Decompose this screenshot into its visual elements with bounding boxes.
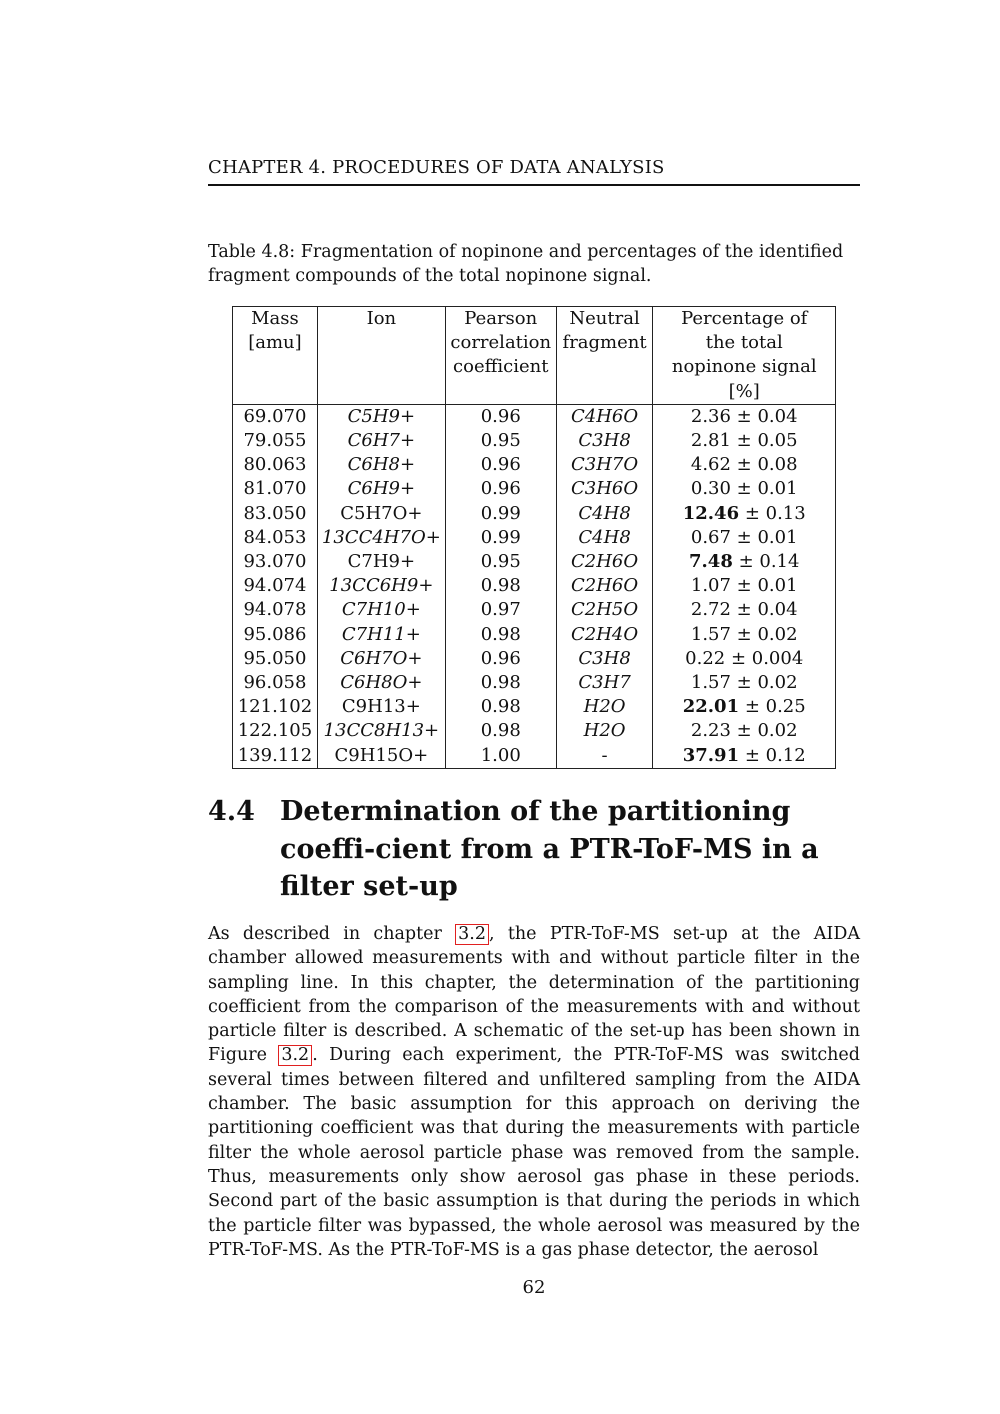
section-number: 4.4 <box>208 796 255 827</box>
percent-uncertainty: ± 0.01 <box>730 478 798 500</box>
body-text-part-2: , the PTR-ToF-MS set-up at the AIDA chamber allowed measurements with and without particle filter in the sampling line. In this chapter, the determination of the partitioning coefficient from the comparison of the measurements with and without particle filter is described. A schematic of the set-up has been shown in Figure <box>208 924 861 1066</box>
table-row <box>233 695 836 719</box>
cell-neutral: C4H8 <box>556 526 653 550</box>
cell-ion: C7H11+ <box>317 623 445 647</box>
cell-ion: C6H7O+ <box>317 647 445 671</box>
cell-pearson: 0.95 <box>445 429 556 453</box>
cell-neutral: C2H6O <box>556 550 653 574</box>
table-row <box>233 550 836 574</box>
cell-pearson: 0.96 <box>445 647 556 671</box>
fragmentation-table <box>232 306 836 769</box>
cell-neutral: C3H8 <box>556 429 653 453</box>
cell-percent <box>653 671 836 695</box>
percent-uncertainty: ± 0.14 <box>732 551 800 573</box>
col-header-mass-line2: [amu] <box>233 331 318 355</box>
cell-ion: C6H8O+ <box>317 671 445 695</box>
page-number: 62 <box>522 1277 546 1298</box>
col-header-ion: Ion <box>317 307 445 332</box>
cell-pearson: 1.00 <box>445 744 556 769</box>
percent-value: 1.57 <box>690 623 731 645</box>
cell-pearson: 0.98 <box>445 623 556 647</box>
table-row <box>233 574 836 598</box>
col-header-percent: Percentage of <box>653 307 836 332</box>
percent-value: 1.07 <box>690 575 731 597</box>
percent-value: 37.91 <box>682 744 740 766</box>
percent-value: 12.46 <box>682 502 740 524</box>
cell-pearson: 0.97 <box>445 598 556 622</box>
cell-percent <box>653 502 836 526</box>
cell-percent <box>653 719 836 743</box>
table-row <box>233 598 836 622</box>
col-header-neutral-line3 <box>556 355 653 404</box>
cell-neutral: C2H4O <box>556 623 653 647</box>
percent-value: 2.72 <box>690 599 731 621</box>
percent-uncertainty: ± 0.04 <box>730 599 798 621</box>
cell-percent <box>653 695 836 719</box>
chapter-reference-link[interactable]: 3.2 <box>455 924 489 945</box>
cell-ion: C6H7+ <box>317 429 445 453</box>
percent-uncertainty: ± 0.05 <box>730 430 798 452</box>
col-header-ion-line2 <box>317 331 445 355</box>
cell-percent <box>653 429 836 453</box>
col-header-neutral-line2: fragment <box>556 331 653 355</box>
body-text-part-1: As described in chapter <box>208 924 456 944</box>
col-header-percent-line2: the total <box>653 331 836 355</box>
cell-neutral: H2O <box>556 719 653 743</box>
table-row <box>233 744 836 769</box>
percent-uncertainty: ± 0.25 <box>739 696 806 718</box>
cell-percent <box>653 623 836 647</box>
cell-pearson: 0.99 <box>445 502 556 526</box>
table-row <box>233 647 836 671</box>
col-header-percent-line3: nopinone signal [%] <box>653 355 836 404</box>
cell-ion: C6H8+ <box>317 453 445 477</box>
cell-mass: 95.086 <box>233 623 318 647</box>
cell-pearson: 0.98 <box>445 695 556 719</box>
table-row <box>233 623 836 647</box>
table-row <box>233 671 836 695</box>
table-row <box>233 429 836 453</box>
cell-mass: 122.105 <box>233 719 318 743</box>
col-header-mass: Mass <box>233 307 318 332</box>
cell-neutral: C4H8 <box>556 502 653 526</box>
percent-value: 2.36 <box>690 405 731 427</box>
cell-mass: 84.053 <box>233 526 318 550</box>
cell-percent <box>653 647 836 671</box>
cell-pearson: 0.96 <box>445 404 556 429</box>
table-row <box>233 719 836 743</box>
section-title: Determination of the partitioning coeffi-cient from a PTR-ToF-MS in a filter set-up <box>280 796 819 902</box>
cell-ion: 13CC8H13+ <box>317 719 445 743</box>
cell-mass: 80.063 <box>233 453 318 477</box>
cell-pearson: 0.96 <box>445 453 556 477</box>
percent-value: 7.48 <box>689 551 733 573</box>
cell-percent <box>653 477 836 501</box>
cell-mass: 79.055 <box>233 429 318 453</box>
cell-mass: 93.070 <box>233 550 318 574</box>
cell-mass: 94.078 <box>233 598 318 622</box>
cell-percent <box>653 404 836 429</box>
percent-value: 0.30 <box>690 478 731 500</box>
cell-neutral: C3H6O <box>556 477 653 501</box>
cell-percent <box>653 526 836 550</box>
col-header-neutral: Neutral <box>556 307 653 332</box>
cell-pearson: 0.99 <box>445 526 556 550</box>
col-header-pearson-line3: coefficient <box>445 355 556 404</box>
percent-value: 0.22 <box>685 647 726 669</box>
cell-mass: 96.058 <box>233 671 318 695</box>
table-caption: Table 4.8: Fragmentation of nopinone and percentages of the identified fragment compounds of the total nopinone signal. <box>208 242 844 286</box>
table-row <box>233 477 836 501</box>
table-row <box>233 453 836 477</box>
cell-percent <box>653 744 836 769</box>
cell-pearson: 0.98 <box>445 671 556 695</box>
percent-uncertainty: ± 0.01 <box>730 575 798 597</box>
cell-ion: C9H15O+ <box>317 744 445 769</box>
percent-uncertainty: ± 0.08 <box>730 454 798 476</box>
cell-percent <box>653 550 836 574</box>
cell-mass: 69.070 <box>233 404 318 429</box>
table-row <box>233 526 836 550</box>
cell-neutral: C2H6O <box>556 574 653 598</box>
col-header-mass-line3 <box>233 355 318 404</box>
percent-uncertainty: ± 0.12 <box>739 744 806 766</box>
body-text-part-3: . During each experiment, the PTR-ToF-MS was switched several times between filtered and unfiltered sampling from the AIDA chamber. The basic assumption for this approach on deriving the partitioning coefficient was that during the measurements with particle filter the whole aerosol particle phase was removed from the sample. Thus, measurements only show aerosol gas phase in these periods. Second part of the basic assumption is that during the periods in which the particle filter was bypassed, the whole aerosol was measured by the PTR-ToF-MS. As the PTR-ToF-MS is a gas phase detector, the aerosol <box>208 1045 860 1260</box>
percent-uncertainty: ± 0.04 <box>730 405 798 427</box>
cell-ion: C6H9+ <box>317 477 445 501</box>
cell-neutral: H2O <box>556 695 653 719</box>
table-row <box>233 404 836 429</box>
cell-percent <box>653 453 836 477</box>
cell-mass: 94.074 <box>233 574 318 598</box>
cell-mass: 83.050 <box>233 502 318 526</box>
percent-uncertainty: ± 0.02 <box>730 623 798 645</box>
cell-percent <box>653 574 836 598</box>
percent-value: 22.01 <box>682 696 740 718</box>
percent-uncertainty: ± 0.004 <box>725 647 804 669</box>
running-header: CHAPTER 4. PROCEDURES OF DATA ANALYSIS <box>208 157 860 186</box>
percent-uncertainty: ± 0.02 <box>730 672 798 694</box>
cell-pearson: 0.96 <box>445 477 556 501</box>
figure-reference-link[interactable]: 3.2 <box>278 1045 312 1066</box>
percent-uncertainty: ± 0.01 <box>730 526 798 548</box>
col-header-pearson-line2: correlation <box>445 331 556 355</box>
cell-neutral: C3H7O <box>556 453 653 477</box>
cell-ion: C9H13+ <box>317 695 445 719</box>
cell-pearson: 0.98 <box>445 574 556 598</box>
percent-uncertainty: ± 0.02 <box>730 720 798 742</box>
table-body <box>233 404 836 768</box>
percent-value: 4.62 <box>690 454 731 476</box>
cell-percent <box>653 598 836 622</box>
percent-value: 0.67 <box>690 526 731 548</box>
percent-uncertainty: ± 0.13 <box>739 502 806 524</box>
cell-mass: 121.102 <box>233 695 318 719</box>
cell-ion: C7H9+ <box>317 550 445 574</box>
cell-neutral: C2H5O <box>556 598 653 622</box>
col-header-pearson: Pearson <box>445 307 556 332</box>
table-row <box>233 502 836 526</box>
cell-pearson: 0.95 <box>445 550 556 574</box>
cell-neutral: C4H6O <box>556 404 653 429</box>
cell-neutral: C3H8 <box>556 647 653 671</box>
cell-mass: 95.050 <box>233 647 318 671</box>
cell-ion: 13CC6H9+ <box>317 574 445 598</box>
cell-pearson: 0.98 <box>445 719 556 743</box>
cell-neutral: - <box>556 744 653 769</box>
percent-value: 1.57 <box>690 672 731 694</box>
cell-ion: C7H10+ <box>317 598 445 622</box>
cell-ion: C5H9+ <box>317 404 445 429</box>
cell-ion: C5H7O+ <box>317 502 445 526</box>
body-paragraph <box>208 922 860 1262</box>
cell-mass: 81.070 <box>233 477 318 501</box>
cell-mass: 139.112 <box>233 744 318 769</box>
cell-ion: 13CC4H7O+ <box>317 526 445 550</box>
percent-value: 2.23 <box>690 720 731 742</box>
cell-neutral: C3H7 <box>556 671 653 695</box>
percent-value: 2.81 <box>690 430 731 452</box>
col-header-ion-line3 <box>317 355 445 404</box>
